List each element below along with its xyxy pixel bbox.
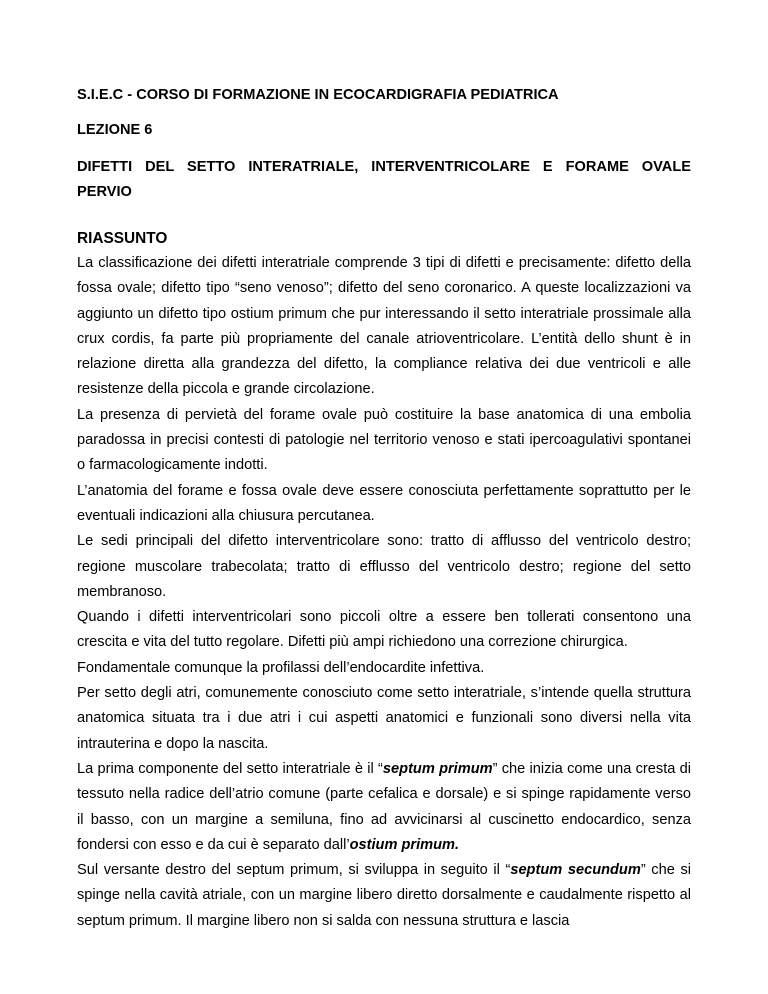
paragraph [77,757,691,858]
summary-heading: RIASSUNTO [77,230,168,247]
lesson-title: LEZIONE 6 [77,122,153,138]
paragraph: La presenza di pervietà del forame ovale può costituire la base anatomica di una embolia paradossa in precisi contesti di patologie nel territorio venoso e stati ipercoagulativi spontanei o farmacologicamente indotti. [77,406,691,474]
paragraph: La classificazione dei difetti interatriale comprende 3 tipi di difetti e precisamente: difetto della fossa ovale; difetto tipo “seno venoso”; difetto del seno coronarico. A queste localizzazioni va aggiunto un difetto tipo ostium primum che pur interessando il setto interatriale prossimale alla crux cordis, fa parte più propriamente del canale atrioventricolare. L’entità dello shunt è in relazione diretta alla grandezza del difetto, la compliance relativa dei due ventricoli e alle resistenze della piccola e grande circolazione. [77,255,691,398]
paragraph: Le sedi principali del difetto interventricolare sono: tratto di afflusso del ventricolo destro; regione muscolare trabecolata; tratto di efflusso del ventricolo destro; regione del setto membranoso. [77,533,691,600]
body-text [77,251,691,934]
course-title: S.I.E.C - CORSO DI FORMAZIONE IN ECOCARDIGRAFIA PEDIATRICA [77,87,559,103]
text-run: ” che inizia come una cresta di tessuto nella radice dell’atrio comune (parte cefalica e dorsale) e si spinge rapidamente verso il basso, con un margine a semiluna, fino ad avvicinarsi al cuscinetto endocardico, senza fondersi con esso e da cui è separato dall’ [77,760,692,853]
paragraph: Per setto degli atri, comunemente conosciuto come setto interatriale, s’intende quella struttura anatomica situata tra i due atri i cui aspetti anatomici e funzionali sono diversi nella vita intrauterina e dopo la nascita. [77,685,691,752]
paragraph [77,858,691,934]
text-run: Sul versante destro del septum primum, si sviluppa in seguito il “ [77,862,511,879]
emphasis-septum-primum: septum primum [382,760,493,777]
paragraph: L’anatomia del forame e fossa ovale deve essere conosciuta perfettamente soprattutto per le eventuali indicazioni alla chiusura percutanea. [77,482,691,524]
emphasis-ostium-primum: ostium primum. [349,836,460,853]
emphasis-septum-secundum: septum secundum [510,862,641,879]
paragraph: Fondamentale comunque la profilassi dell’endocardite infettiva. [77,659,485,676]
paragraph: Quando i difetti interventricolari sono piccoli oltre a essere ben tollerati consentono una crescita e vita del tutto regolare. Difetti più ampi richiedono una correzione chirurgica. [77,609,691,651]
text-run: La prima componente del setto interatriale è il “ [77,760,383,777]
topic-title: DIFETTI DEL SETTO INTERATRIALE, INTERVENTRICOLARE E FORAME OVALE PERVIO [77,159,691,201]
text-run: ” che si spinge nella cavità atriale, con un margine libero diretto dorsalmente e caudalmente rispetto al septum primum. Il margine libero non si salda con nessuna struttura e lascia [77,862,691,929]
